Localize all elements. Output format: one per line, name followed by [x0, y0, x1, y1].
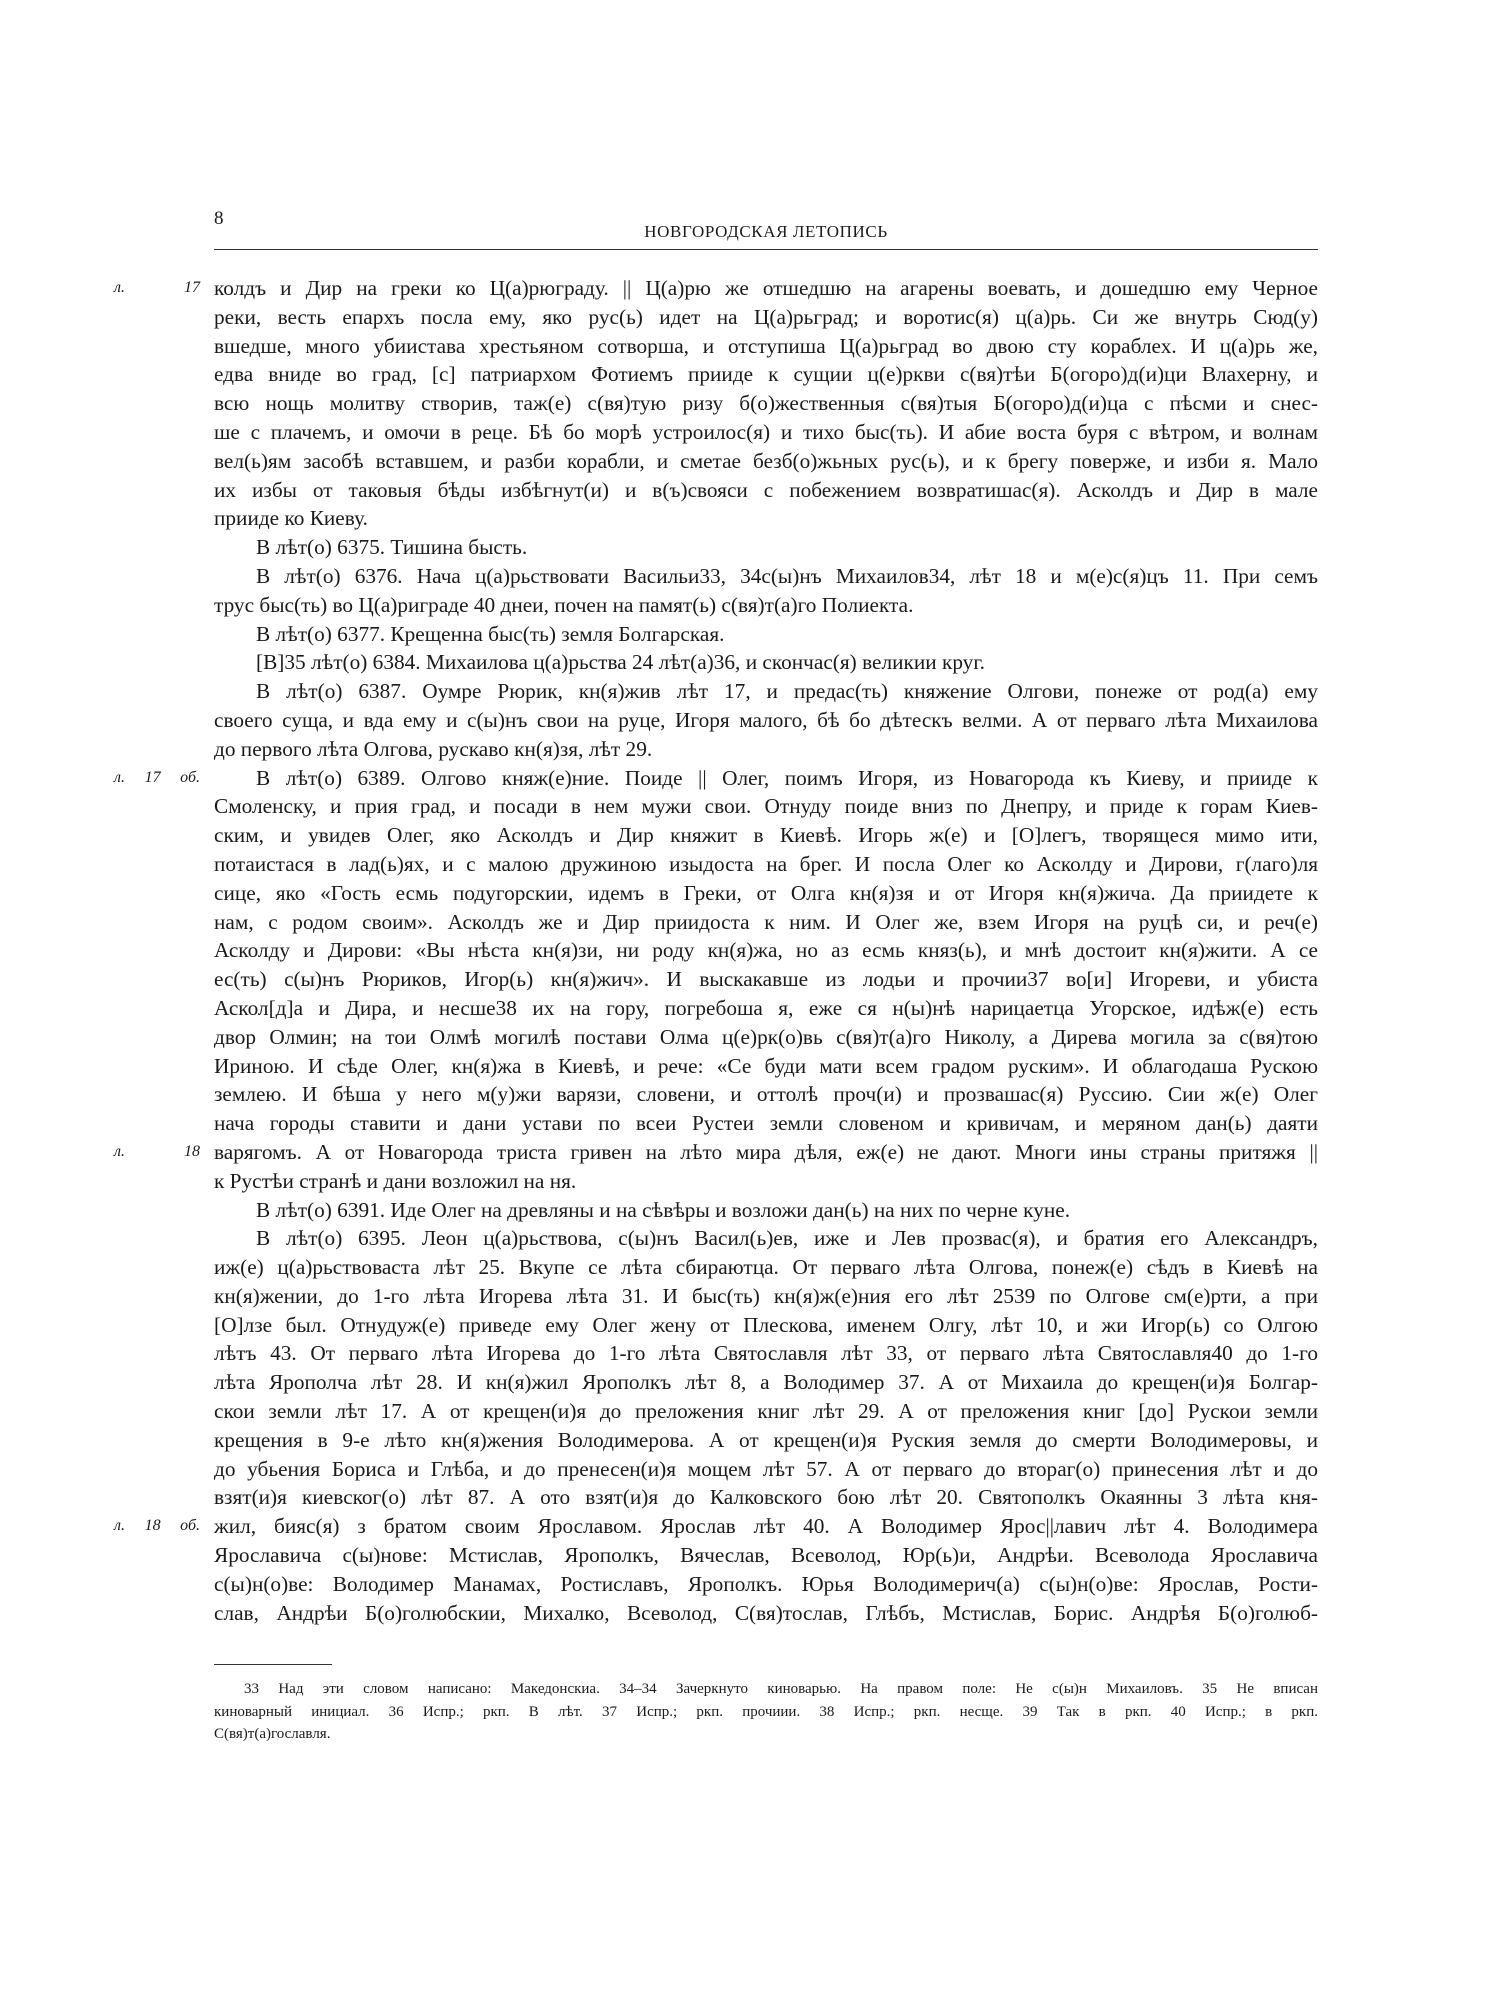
text-line: землею. И бѣша у него м(у)жи варязи, словени, и оттолѣ проч(и) и прозвашас(я) Руссию. Сии ж(е) Олег	[214, 1082, 1318, 1107]
text-line: нам, с родом своим». Асколдъ же и Дир приидоста к ним. И Олег же, взем Игоря на руцѣ си, и реч(е)	[214, 909, 1318, 934]
text-line: В лѣт(о) 6395. Леон ц(а)рьствова, с(ы)нъ Васил(ь)ев, иже и Лев прозвас(я), и братия его Александръ,	[256, 1226, 1318, 1251]
text-line: крещения в 9-е лѣто кн(я)жения Володимерова. А от крещен(и)я Руския земля до смерти Володимеровы, и	[214, 1427, 1318, 1452]
text-line: Аскол[д]а и Дира, и несше38 их на гору, погребоша я, еже ся н(ы)нѣ нарицаетца Угорское, идѣж(е) есть	[214, 995, 1318, 1020]
text-line: потаистася в лад(ь)ях, и с малою дружиною изыдоста на брег. И посла Олег ко Асколду и Дирови, г(лаго)ля	[214, 851, 1318, 876]
text-line: двор Олмин; на тои Олмѣ могилѣ постави Олма ц(е)рк(о)вь с(вя)т(а)го Николу, а Дирева могила за с(вя)тою	[214, 1024, 1318, 1049]
text-line: к Рустѣи странѣ и дани возложил на ня.	[214, 1168, 577, 1193]
text-line: скои земли лѣт 17. А от крещен(и)я до преложения книг лѣт 29. А от преложения книг [до] Рускои земли	[214, 1399, 1318, 1424]
text-line: В лѣт(о) 6391. Иде Олег на древляны и на сѣвѣры и возложи дан(ь) на них по черне куне.	[256, 1197, 1071, 1222]
text-line: слав, Андрѣи Б(о)голюбскии, Михалко, Всеволод, С(вя)тослав, Глѣбъ, Мстислав, Борис. Андрѣя Б(о)голюб-	[214, 1600, 1318, 1625]
text-line: сице, яко «Гость есмь подугорскии, идемъ в Греки, от Олга кн(я)зя и от Игоря кн(я)жича. Да приидете к	[214, 880, 1318, 905]
text-line: реки, весть епархъ посла ему, яко рус(ь) идет на Ц(а)рьград; и воротис(я) ц(а)рь. Си же внутрь Сюд(у)	[214, 304, 1318, 329]
footnotes	[214, 1678, 1318, 1746]
text-line: Смоленску, и прия град, и посади в нем мужи свои. Отнуду поиде вниз по Днепру, и приде к горам Киев-	[214, 794, 1318, 819]
text-line: нача городы ставити и дани устави по всеи Рустеи земли словеном и кривичам, и меряном дан(ь) даяти	[214, 1111, 1318, 1136]
text-line: Ириною. И сѣде Олег, кн(я)жа в Киевѣ, и рече: «Се буди мати всем градом руским». И облагодаша Рускою	[214, 1053, 1318, 1078]
folio-note: л. 17 об.	[114, 768, 200, 786]
text-line: В лѣт(о) 6387. Оумре Рюрик, кн(я)жив лѣт 17, и предас(ть) княжение Олгови, понеже от род(а) ему	[256, 679, 1318, 704]
text-line: своего суща, и вда ему и с(ы)нъ свои на руце, Игоря малого, бѣ бо дѣтескъ велми. А от перваго лѣта Михаилова	[214, 707, 1318, 732]
text-line: прииде ко Киеву.	[214, 506, 368, 531]
text-line: л. 18 об. жил, бияс(я) з братом своим Ярославом. Ярослав лѣт 40. А Володимер Ярос||лавич лѣт 4. Володимера	[214, 1512, 1318, 1541]
text-line: кн(я)жении, до 1-го лѣта Игорева лѣта 31. И быс(ть) кн(я)ж(е)ния его лѣт 2539 по Олгове см(е)рти, а при	[214, 1283, 1318, 1308]
footnote-line: киноварный инициал. 36 Испр.; ркп. В лѣт. 37 Испр.; ркп. прочиии. 38 Испр.; ркп. несще. 39 Так в ркп. 40 Испр.; в ркп.	[214, 1703, 1318, 1720]
text-line: вел(ь)ям засобѣ вставшем, и разби корабли, и сметае безб(о)жьных рус(ь), и к брегу поверже, и изби я. Мало	[214, 448, 1318, 473]
text-line: В лѣт(о) 6376. Нача ц(а)рьствовати Васильи33, 34с(ы)нъ Михаилов34, лѣт 18 и м(е)с(я)цъ 11. При семъ	[256, 563, 1318, 588]
folio-note: л. 18	[114, 1142, 200, 1160]
folio-note: л. 18 об.	[114, 1517, 200, 1535]
text-line: л. 18 варягомъ. А от Новагорода триста гривен на лѣто мира дѣля, еж(е) не дают. Многи ины страны притяжя ||	[214, 1138, 1318, 1167]
text-line: трус быс(ть) во Ц(а)риграде 40 днеи, почен на памят(ь) с(вя)т(а)го Полиекта.	[214, 592, 914, 617]
text-line: иж(е) ц(а)рьствоваста лѣт 25. Вкупе се лѣта сбираютца. От перваго лѣта Олгова, понеж(е) сѣдъ в Киевѣ на	[214, 1255, 1318, 1280]
header-rule	[214, 249, 1318, 250]
footnote-line: С(вя)т(а)гославля.	[214, 1726, 331, 1742]
text-line: Ярославича с(ы)нове: Мстислав, Ярополкъ, Вячеслав, Всеволод, Юр(ь)и, Андрѣи. Всеволода Ярославича	[214, 1543, 1318, 1568]
chronicle-text	[114, 274, 1318, 1627]
running-title: НОВГОРОДСКАЯ ЛЕТОПИСЬ	[644, 222, 888, 241]
text-line: вшедше, много убиистава хрестьяном сотворша, и отступиша Ц(а)рьград во двою сту кораблех. И ц(а)рь же,	[214, 333, 1318, 358]
text-line: В лѣт(о) 6375. Тишина бысть.	[256, 535, 528, 560]
text-line: В лѣт(о) 6377. Крещенна быс(ть) земля Болгарская.	[256, 621, 725, 646]
text-line: [В]35 лѣт(о) 6384. Михаилова ц(а)рьства 24 лѣт(а)36, и скончас(я) великии круг.	[256, 650, 985, 675]
text-line: л. 17 об. В лѣт(о) 6389. Олгово княж(е)ние. Поиде || Олег, поимъ Игоря, из Новагорода къ Киеву, и прииде к	[214, 764, 1318, 793]
text-line: едва вниде во град, [с] патриархом Фотиемъ прииде к сущии ц(е)ркви с(вя)тѣи Б(огоро)д(и)ци Влахерну, и	[214, 362, 1318, 387]
text-line: ским, и увидев Олег, яко Асколдъ и Дир княжит в Киевѣ. Игорь ж(е) и [О]легъ, творящеся мимо ити,	[214, 823, 1318, 848]
text-line: до убьения Бориса и Глѣба, и до пренесен(и)я мощем лѣт 57. А от перваго до втораг(о) принесения лѣт и до	[214, 1456, 1318, 1481]
text-line: [О]лзе был. Отнудуж(е) приведе ему Олег жену от Плескова, именем Олгу, лѣт 10, и жи Игор(ь) со Олгою	[214, 1312, 1318, 1337]
text-line: л. 17 колдъ и Дир на греки ко Ц(а)рюграду. || Ц(а)рю же отшедшю на агарены воевать, и дошедшю ему Черное	[214, 274, 1318, 303]
page-number: 8	[214, 208, 224, 229]
text-line: до первого лѣта Олгова, рускаво кн(я)зя, лѣт 29.	[214, 736, 653, 761]
text-line: с(ы)н(о)ве: Володимер Манамах, Ростиславъ, Ярополкъ. Юрья Володимерич(а) с(ы)н(о)ве: Ярослав, Рости-	[214, 1571, 1318, 1596]
text-line: лѣтъ 43. От перваго лѣта Игорева до 1-го лѣта Святославля лѣт 33, от перваго лѣта Святославля40 до 1-го	[214, 1341, 1318, 1366]
text-line: лѣта Ярополча лѣт 28. И кн(я)жил Ярополкъ лѣт 8, а Володимер 37. А от Михаила до крещен(и)я Болгар-	[214, 1370, 1318, 1395]
text-line: Асколду и Дирови: «Вы нѣста кн(я)зи, ни роду кн(я)жа, но аз есмь княз(ь), и мнѣ достоит кн(я)жити. А се	[214, 938, 1318, 963]
footnote-line: 33 Над эти словом написано: Македонскиа. 34–34 Зачеркнуто киноварью. На правом поле: Не с(ы)н Михаиловъ. 35 Не вписан	[244, 1681, 1318, 1697]
text-line: всю нощь молитву створив, таж(е) с(вя)тую ризу б(о)жественныя с(вя)тыя Б(огоро)д(и)ца с пѣсми и снес-	[214, 391, 1318, 416]
text-line: взят(и)я киевског(о) лѣт 87. А ото взят(и)я до Калковского бою лѣт 20. Святополкъ Окаянны 3 лѣта кня-	[214, 1485, 1318, 1510]
text-line: ес(ть) с(ы)нъ Рюриков, Игор(ь) кн(я)жич». И выскакавше из лодьи и прочии37 во[и] Игореви, и убиста	[214, 967, 1318, 992]
folio-note: л. 17	[114, 279, 200, 296]
text-line: их избы от таковыя бѣды избѣгнут(и) и в(ъ)свояси с побежением возвратишас(я). Асколдъ и Дир в мале	[214, 477, 1318, 502]
text-line: ше с плачемъ, и омочи в реце. Бѣ бо морѣ устроилос(я) и тихо быс(ть). И абие воста буря с вѣтром, и волнам	[214, 419, 1318, 444]
footnote-rule	[214, 1664, 332, 1665]
